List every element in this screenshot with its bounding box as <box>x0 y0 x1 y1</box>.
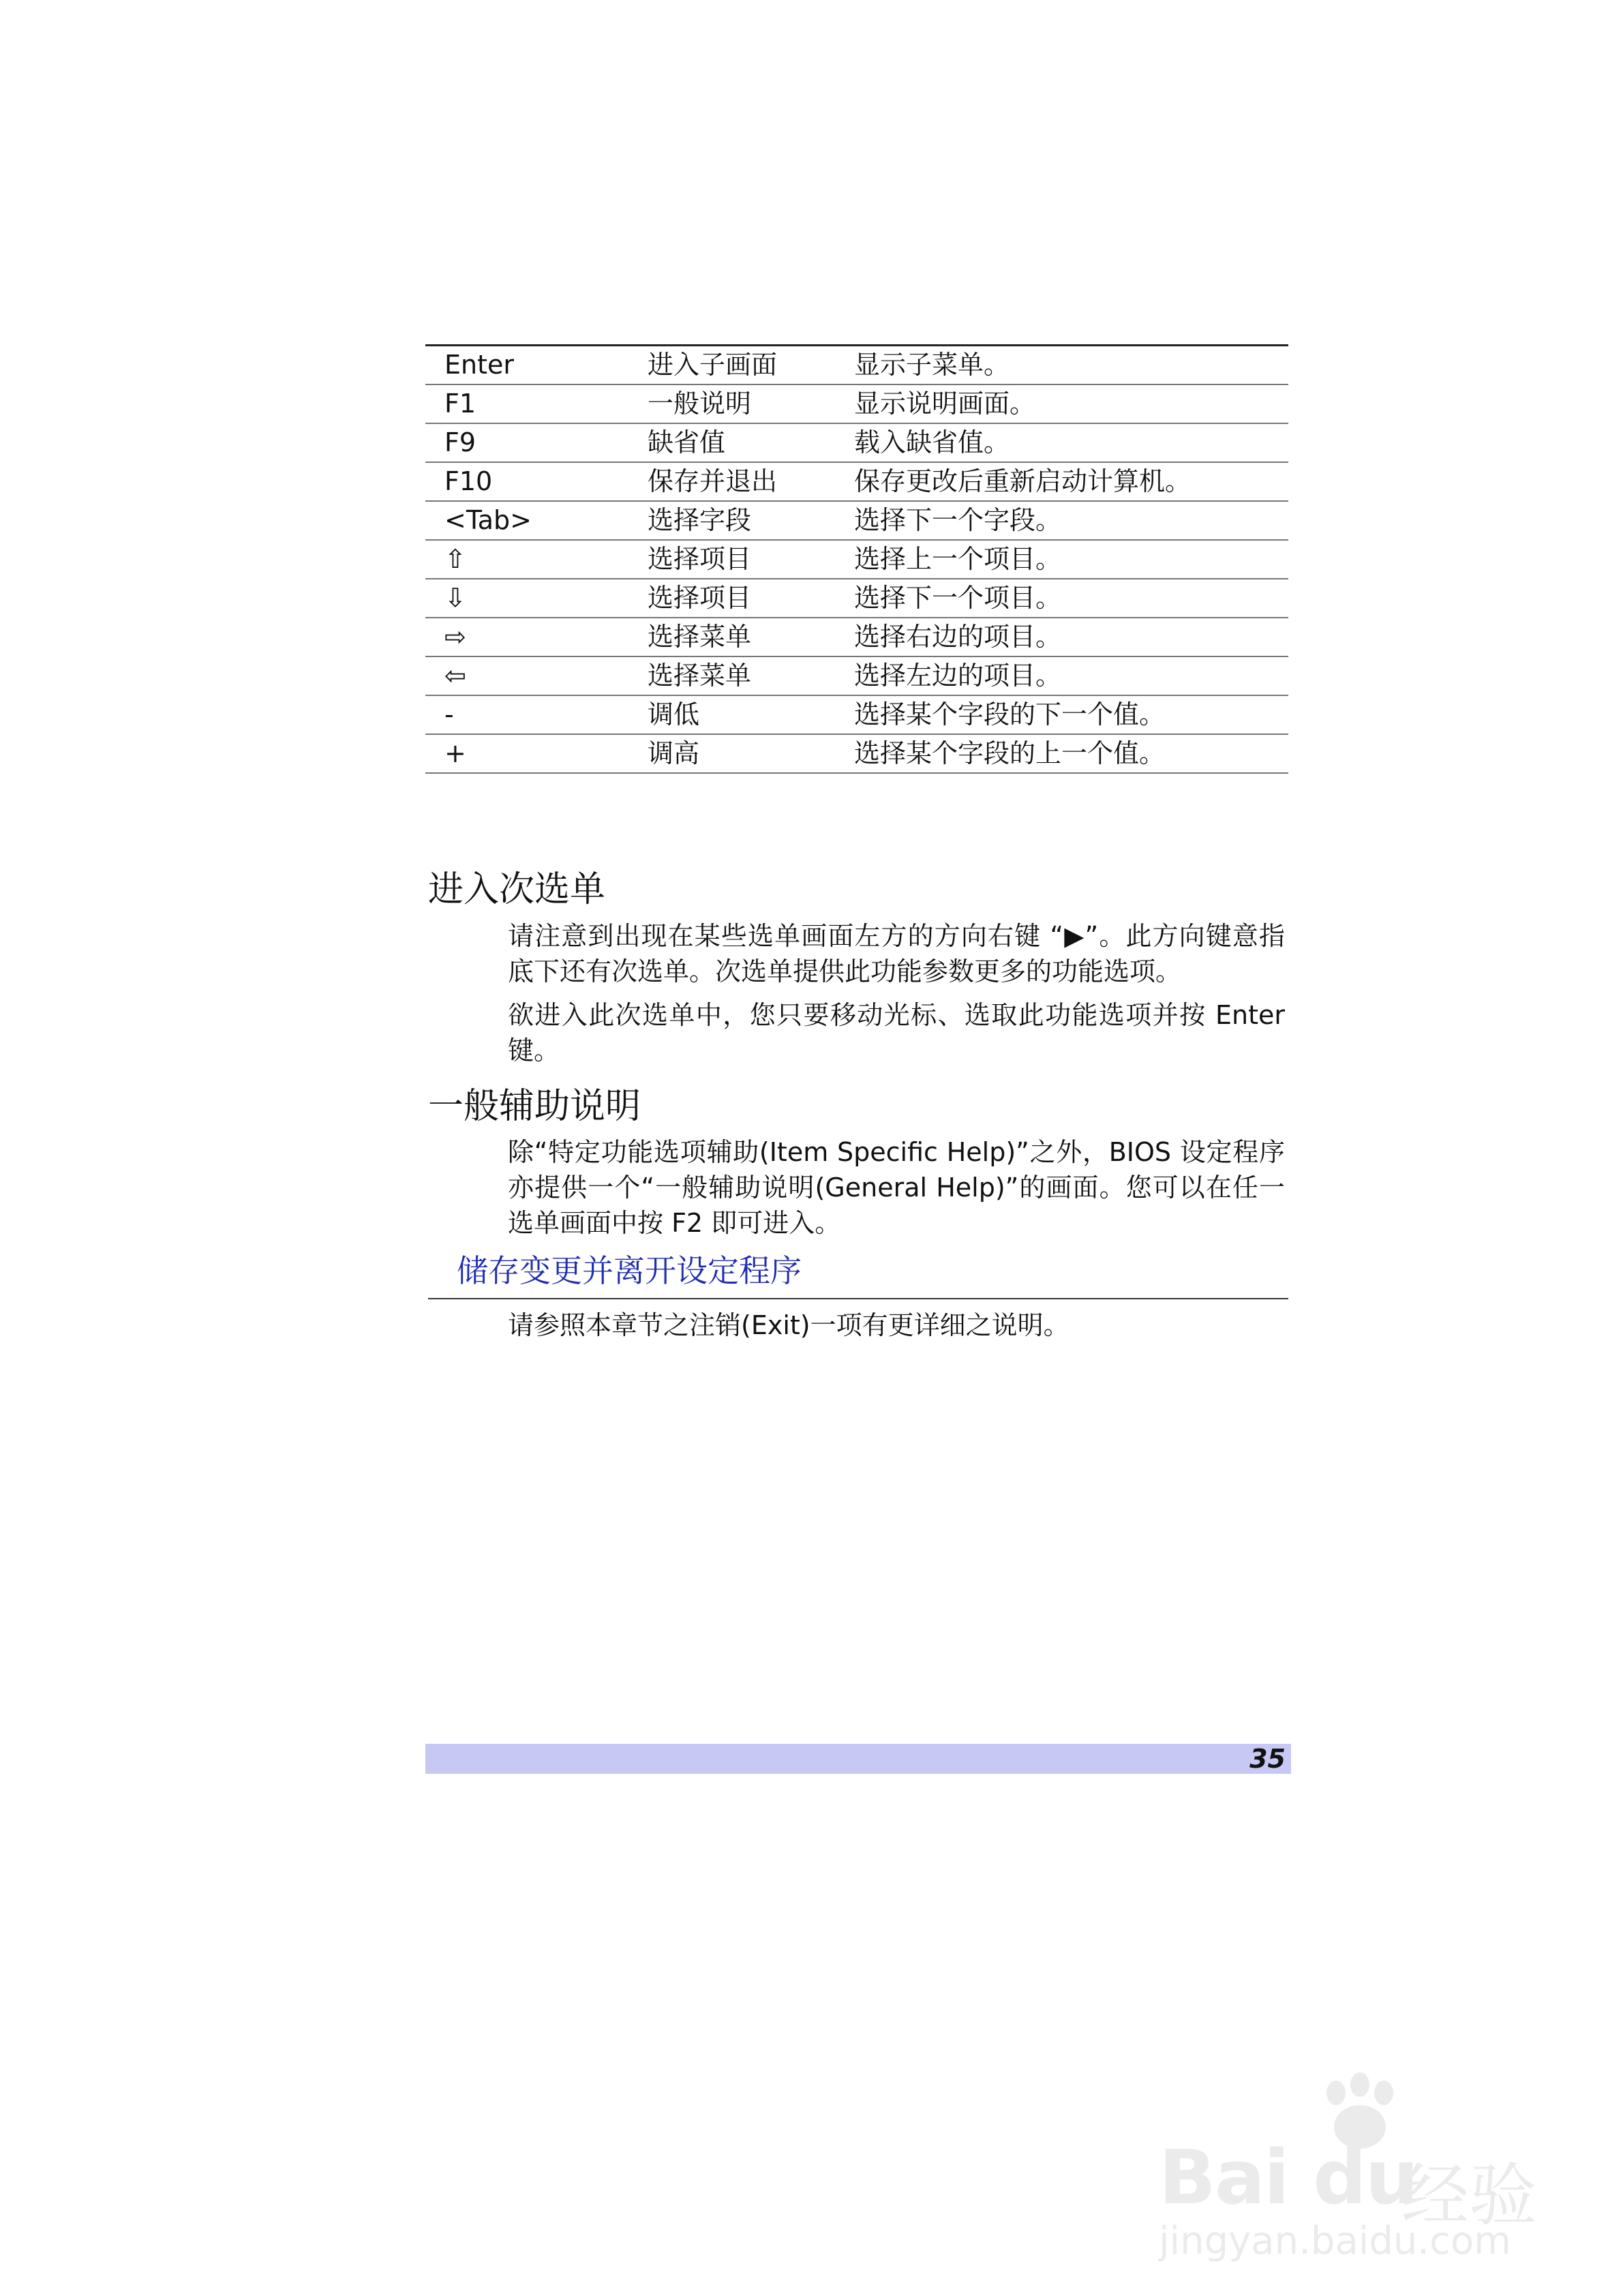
function-cell: 一般说明 <box>648 389 752 419</box>
key-cell: ⇩ <box>444 583 466 613</box>
watermark-brand: Bai du <box>1159 2134 1418 2221</box>
key-cell: Enter <box>444 350 514 380</box>
key-cell: + <box>444 738 466 768</box>
general-help-paragraph: 除“特定功能选项辅助(Item Specific Help)”之外，BIOS 设定程序亦提供一个“一般辅助说明(General Help)”的画面。您可以在任一选单画面中按 F2 即可进入。 <box>508 1137 1285 1238</box>
submenu-heading: 进入次选单 <box>428 869 606 910</box>
save-exit-heading-bar <box>428 1250 1288 1299</box>
function-cell: 缺省值 <box>648 427 726 457</box>
table-row <box>425 579 1288 618</box>
description-cell: 载入缺省值。 <box>854 427 1010 457</box>
table-row <box>425 618 1288 656</box>
save-exit-paragraph: 请参照本章节之注销(Exit)一项有更详细之说明。 <box>508 1310 1070 1340</box>
function-cell: 保存并退出 <box>648 466 778 496</box>
function-cell: 调低 <box>648 699 700 729</box>
general-help-heading: 一般辅助说明 <box>428 1086 641 1127</box>
watermark-url: jingyan.baidu.com <box>1159 2219 1511 2263</box>
submenu-paragraph-1: 请注意到出现在某些选单画面左方的方向右键 “▶”。此方向键意指底下还有次选单。次选单提供此功能参数更多的功能选项。 <box>508 921 1285 986</box>
function-cell: 调高 <box>648 738 700 768</box>
footer-bar <box>425 1744 1291 1774</box>
description-cell: 选择下一个字段。 <box>854 505 1062 535</box>
function-cell: 选择菜单 <box>648 622 752 652</box>
baidu-watermark <box>1159 2059 1568 2263</box>
table-row <box>425 695 1288 734</box>
page-number: 35 <box>1249 1744 1286 1774</box>
description-cell: 选择上一个项目。 <box>854 544 1062 574</box>
key-cell: - <box>444 699 454 729</box>
key-function-table <box>425 344 1288 774</box>
key-cell: F10 <box>444 466 493 496</box>
description-cell: 保存更改后重新启动计算机。 <box>854 466 1192 496</box>
key-cell: ⇧ <box>444 544 466 574</box>
table-row <box>425 462 1288 501</box>
function-cell: 选择项目 <box>648 583 752 613</box>
description-cell: 选择下一个项目。 <box>854 583 1062 613</box>
description-cell: 选择某个字段的上一个值。 <box>854 738 1166 768</box>
table-row <box>425 540 1288 579</box>
description-cell: 选择某个字段的下一个值。 <box>854 699 1166 729</box>
table-row <box>425 384 1288 423</box>
key-cell: F1 <box>444 389 476 419</box>
key-cell: <Tab> <box>444 505 532 535</box>
description-cell: 显示说明画面。 <box>854 389 1036 419</box>
description-cell: 选择右边的项目。 <box>854 622 1062 652</box>
submenu-paragraph-2: 欲进入此次选单中，您只要移动光标、选取此功能选项并按 Enter 键。 <box>508 1000 1285 1066</box>
table-row <box>425 656 1288 695</box>
watermark-brand-cn: 经验 <box>1401 2156 1537 2235</box>
key-cell: ⇨ <box>444 622 466 652</box>
key-cell: F9 <box>444 427 476 457</box>
description-cell: 显示子菜单。 <box>854 350 1010 380</box>
description-cell: 选择左边的项目。 <box>854 661 1062 691</box>
table-row <box>425 734 1288 773</box>
table-row <box>425 346 1288 385</box>
table-row <box>425 423 1288 462</box>
function-cell: 进入子画面 <box>648 350 778 380</box>
function-cell: 选择字段 <box>648 505 752 535</box>
table-row <box>425 501 1288 540</box>
function-cell: 选择项目 <box>648 544 752 574</box>
key-cell: ⇦ <box>444 661 466 691</box>
function-cell: 选择菜单 <box>648 661 752 691</box>
save-exit-heading: 储存变更并离开设定程序 <box>457 1252 802 1289</box>
